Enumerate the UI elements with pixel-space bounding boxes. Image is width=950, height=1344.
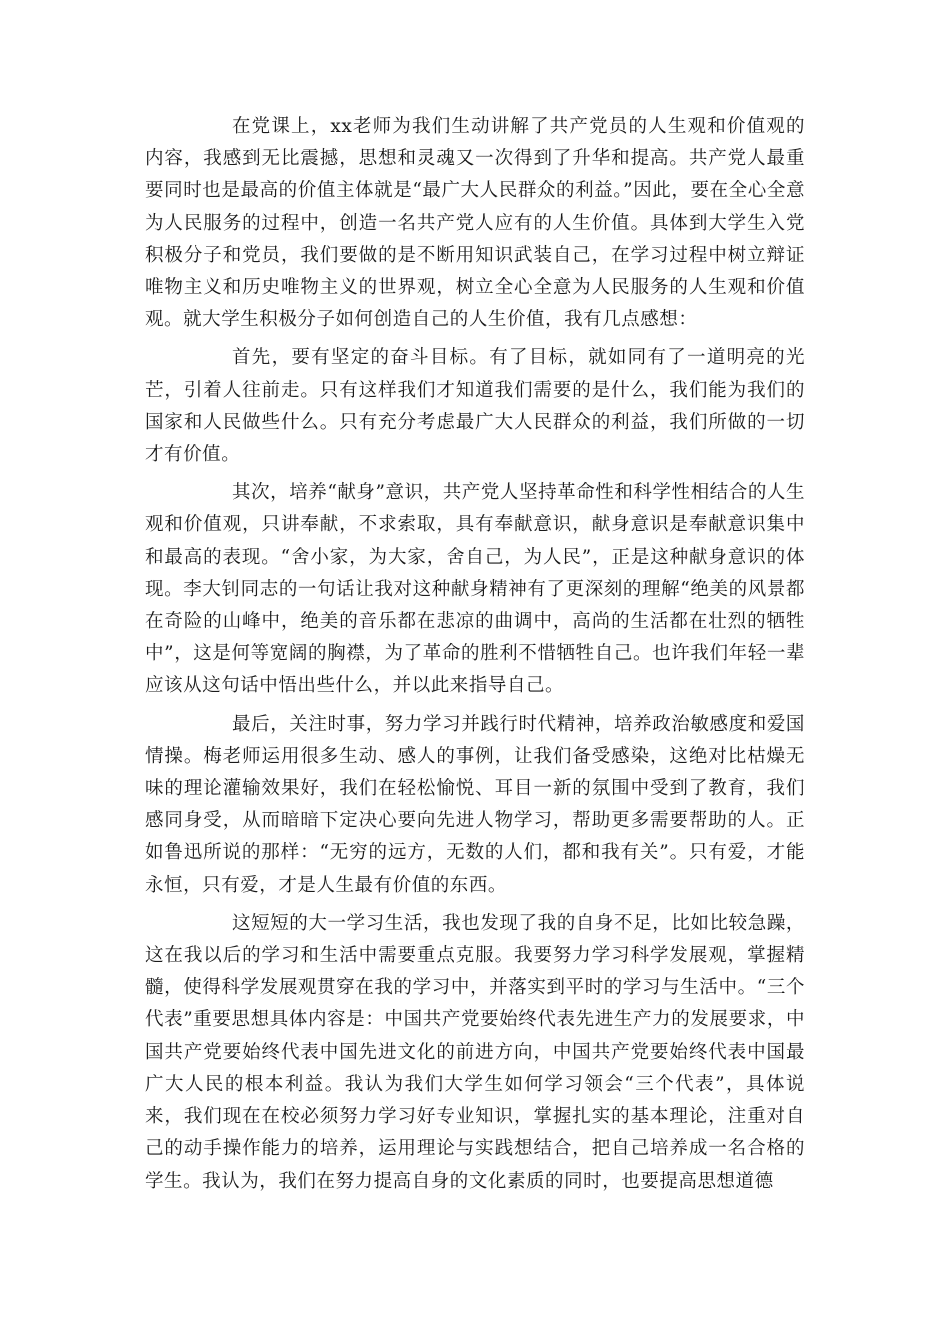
paragraph-first-point: 首先，要有坚定的奋斗目标。有了目标，就如同有了一道明亮的光芒，引着人往前走。只有这样我们才知道我们需要的是什么，我们能为我们的国家和人民做些什么。只有充分考虑最广大人民群众的利益，我们所做的一切才有价值。 (145, 347, 805, 466)
document-body (145, 111, 805, 1204)
paragraph-reflection: 这短短的大一学习生活，我也发现了我的自身不足，比如比较急躁，这在我以后的学习和生活中需要重点克服。我要努力学习科学发展观，掌握精髓，使得科学发展观贯穿在我的学习中，并落实到平时的学习与生活中。“三个代表”重要思想具体内容是：中国共产党要始终代表先进生产力的发展要求，中国共产党要始终代表中国先进文化的前进方向，中国共产党要始终代表中国最广大人民的根本利益。我认为我们大学生如何学习领会“三个代表”，具体说来，我们现在在校必须努力学习好专业知识，掌握扎实的基本理论，注重对自己的动手操作能力的培养，运用理论与实践想结合，把自己培养成一名合格的学生。我认为，我们在努力提高自身的文化素质的同时，也要提高思想道德 (145, 912, 805, 1192)
paragraph-final-point: 最后，关注时事，努力学习并践行时代精神，培养政治敏感度和爱国情操。梅老师运用很多生动、感人的事例，让我们备受感染，这绝对比枯燥无味的理论灌输效果好，我们在轻松愉悦、耳目一新的氛围中受到了教育，我们感同身受，从而暗暗下定决心要向先进人物学习，帮助更多需要帮助的人。正如鲁迅所说的那样：“无穷的远方，无数的人们，都和我有关”。只有爱，才能永恒，只有爱，才是人生最有价值的东西。 (145, 713, 805, 896)
paragraph-second-point: 其次，培养“献身”意识，共产党人坚持革命性和科学性相结合的人生观和价值观，只讲奉献，不求索取，具有奉献意识，献身意识是奉献意识集中和最高的表现。“舍小家，为大家，舍自己，为人民”，正是这种献身意识的体现。李大钊同志的一句话让我对这种献身精神有了更深刻的理解“绝美的风景都在奇险的山峰中，绝美的音乐都在悲凉的曲调中，高尚的生活都在壮烈的牺牲中”，这是何等宽阔的胸襟，为了革命的胜利不惜牺牲自己。也许我们年轻一辈应该从这句话中悟出些什么，并以此来指导自己。 (145, 482, 805, 697)
paragraph-intro: 在党课上，xx老师为我们生动讲解了共产党员的人生观和价值观的内容，我感到无比震撼，思想和灵魂又一次得到了升华和提高。共产党人最重要同时也是最高的价值主体就是“最广大人民群众的利益。”因此，要在全心全意为人民服务的过程中，创造一名共产党人应有的人生价值。具体到大学生入党积极分子和党员，我们要做的是不断用知识武装自己，在学习过程中树立辩证唯物主义和历史唯物主义的世界观，树立全心全意为人民服务的人生观和价值观。就大学生积极分子如何创造自己的人生价值，我有几点感想： (145, 116, 805, 331)
